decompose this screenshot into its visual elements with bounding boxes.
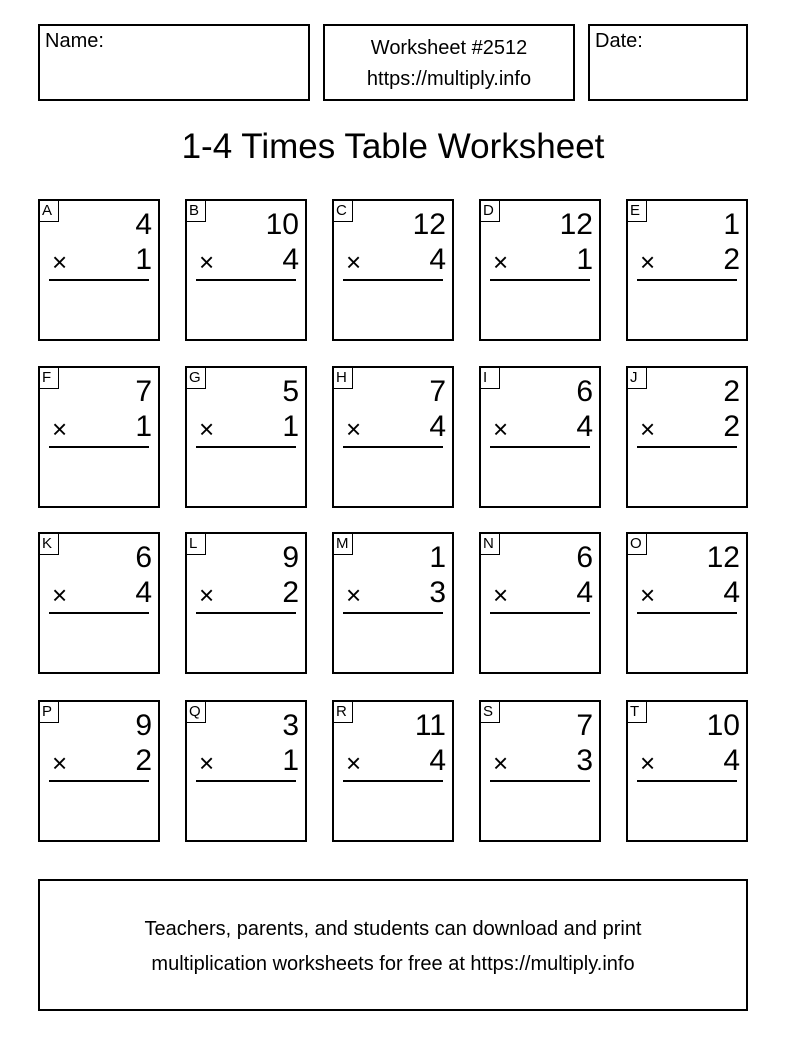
- times-sign: ×: [493, 580, 509, 610]
- problem-card[interactable]: [479, 366, 601, 508]
- problem-label: I: [480, 367, 500, 389]
- problem-label: H: [333, 367, 353, 389]
- multiplicand: 12: [559, 208, 593, 241]
- worksheet-site-url: https://multiply.info: [366, 68, 532, 90]
- times-sign: ×: [199, 580, 215, 610]
- times-sign: ×: [640, 748, 656, 778]
- times-sign: ×: [493, 247, 509, 277]
- multiplicand: 9: [135, 709, 152, 742]
- multiplicand: 4: [135, 208, 152, 241]
- times-sign: ×: [199, 748, 215, 778]
- multiplicand: 7: [135, 375, 152, 408]
- multiplier: 2: [282, 576, 299, 609]
- multiplicand: 6: [135, 541, 152, 574]
- problem-card[interactable]: [332, 199, 454, 341]
- problem-label: L: [186, 533, 206, 555]
- times-sign: ×: [52, 414, 68, 444]
- answer-line: [343, 612, 443, 614]
- multiplier: 4: [135, 576, 152, 609]
- problem-label: A: [39, 200, 59, 222]
- multiplicand: 12: [412, 208, 446, 241]
- answer-line: [490, 780, 590, 782]
- answer-line: [637, 279, 737, 281]
- multiplier: 1: [576, 243, 593, 276]
- name-label: Name:: [45, 30, 104, 52]
- answer-line: [343, 279, 443, 281]
- multiplier: 3: [429, 576, 446, 609]
- multiplicand: 2: [723, 375, 740, 408]
- problem-card[interactable]: [332, 700, 454, 842]
- answer-line: [49, 279, 149, 281]
- page-title: 1-4 Times Table Worksheet: [181, 127, 605, 166]
- worksheet-number: Worksheet #2512: [370, 37, 528, 59]
- times-sign: ×: [640, 247, 656, 277]
- footer-line-1: Teachers, parents, and students can download and print: [144, 918, 642, 940]
- multiplier: 2: [135, 744, 152, 777]
- problem-label: Q: [186, 701, 206, 723]
- problem-card[interactable]: [626, 700, 748, 842]
- date-label: Date:: [595, 30, 643, 52]
- problem-card[interactable]: [185, 199, 307, 341]
- times-sign: ×: [493, 414, 509, 444]
- multiplier: 4: [429, 744, 446, 777]
- answer-line: [49, 612, 149, 614]
- times-sign: ×: [346, 580, 362, 610]
- problem-card[interactable]: [38, 366, 160, 508]
- footer-box: [38, 879, 748, 1011]
- problem-card[interactable]: [185, 532, 307, 674]
- problem-card[interactable]: [332, 366, 454, 508]
- multiplicand: 10: [265, 208, 299, 241]
- problem-label: E: [627, 200, 647, 222]
- answer-line: [637, 446, 737, 448]
- problem-label: D: [480, 200, 500, 222]
- problem-label: F: [39, 367, 59, 389]
- multiplier: 2: [723, 243, 740, 276]
- times-sign: ×: [346, 748, 362, 778]
- problem-label: M: [333, 533, 353, 555]
- times-sign: ×: [199, 414, 215, 444]
- multiplier: 3: [576, 744, 593, 777]
- footer-line-2: multiplication worksheets for free at https://multiply.info: [151, 953, 635, 975]
- answer-line: [196, 279, 296, 281]
- multiplicand: 1: [723, 208, 740, 241]
- problem-card[interactable]: [626, 366, 748, 508]
- answer-line: [343, 780, 443, 782]
- problem-label: S: [480, 701, 500, 723]
- problem-label: K: [39, 533, 59, 555]
- multiplicand: 6: [576, 375, 593, 408]
- answer-line: [49, 780, 149, 782]
- multiplicand: 12: [706, 541, 740, 574]
- problem-card[interactable]: [332, 532, 454, 674]
- multiplicand: 1: [429, 541, 446, 574]
- problem-card[interactable]: [38, 532, 160, 674]
- multiplicand: 11: [414, 709, 446, 742]
- multiplier: 1: [135, 243, 152, 276]
- problem-card[interactable]: [38, 700, 160, 842]
- multiplier: 4: [576, 576, 593, 609]
- multiplier: 4: [429, 410, 446, 443]
- multiplier: 2: [723, 410, 740, 443]
- multiplier: 4: [282, 243, 299, 276]
- problem-label: O: [627, 533, 647, 555]
- multiplicand: 7: [429, 375, 446, 408]
- problem-label: G: [186, 367, 206, 389]
- problem-card[interactable]: [38, 199, 160, 341]
- times-sign: ×: [493, 748, 509, 778]
- multiplicand: 9: [282, 541, 299, 574]
- problem-label: N: [480, 533, 500, 555]
- problem-label: B: [186, 200, 206, 222]
- problem-card[interactable]: [185, 366, 307, 508]
- answer-line: [49, 446, 149, 448]
- answer-line: [490, 612, 590, 614]
- multiplicand: 10: [706, 709, 740, 742]
- multiplier: 1: [135, 410, 152, 443]
- problem-label: P: [39, 701, 59, 723]
- times-sign: ×: [640, 580, 656, 610]
- answer-line: [343, 446, 443, 448]
- multiplier: 1: [282, 744, 299, 777]
- problem-label: J: [627, 367, 647, 389]
- times-sign: ×: [52, 580, 68, 610]
- answer-line: [196, 612, 296, 614]
- multiplicand: 3: [282, 709, 299, 742]
- multiplier: 4: [429, 243, 446, 276]
- answer-line: [196, 446, 296, 448]
- answer-line: [196, 780, 296, 782]
- times-sign: ×: [346, 247, 362, 277]
- multiplicand: 7: [576, 709, 593, 742]
- answer-line: [637, 780, 737, 782]
- multiplicand: 5: [282, 375, 299, 408]
- multiplier: 4: [723, 576, 740, 609]
- answer-line: [637, 612, 737, 614]
- multiplier: 4: [576, 410, 593, 443]
- multiplicand: 6: [576, 541, 593, 574]
- problem-card[interactable]: [479, 532, 601, 674]
- problem-label: R: [333, 701, 353, 723]
- problem-card[interactable]: [185, 700, 307, 842]
- times-sign: ×: [52, 748, 68, 778]
- times-sign: ×: [346, 414, 362, 444]
- answer-line: [490, 279, 590, 281]
- answer-line: [490, 446, 590, 448]
- times-sign: ×: [640, 414, 656, 444]
- problem-card[interactable]: [479, 199, 601, 341]
- times-sign: ×: [52, 247, 68, 277]
- problem-card[interactable]: [479, 700, 601, 842]
- problem-card[interactable]: [626, 532, 748, 674]
- problem-label: T: [627, 701, 647, 723]
- multiplier: 4: [723, 744, 740, 777]
- times-sign: ×: [199, 247, 215, 277]
- problem-label: C: [333, 200, 353, 222]
- problem-card[interactable]: [626, 199, 748, 341]
- multiplier: 1: [282, 410, 299, 443]
